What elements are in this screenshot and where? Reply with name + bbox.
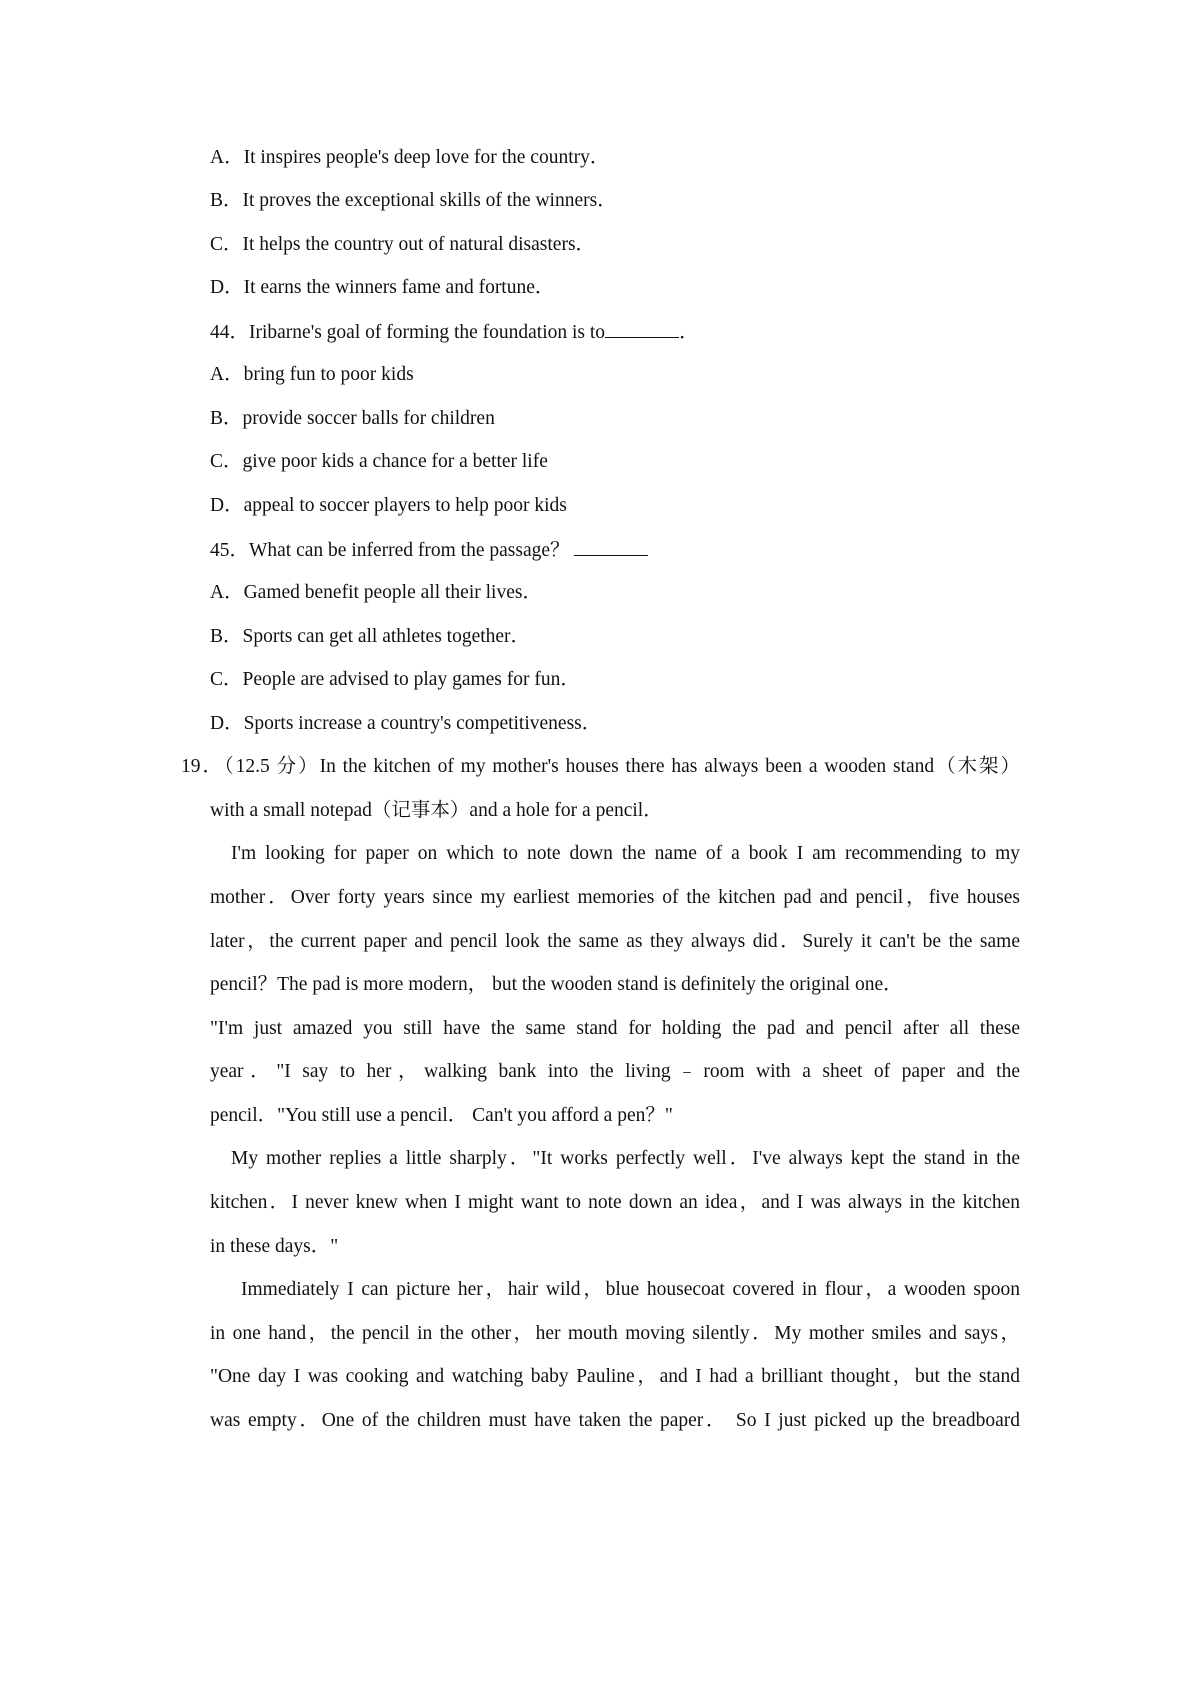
answer-blank — [574, 537, 648, 556]
q44-option-b: B．provide soccer balls for children — [210, 408, 495, 429]
q19-passage-line: was empty．One of the children must have taken the paper． So I just picked up the breadboard — [210, 1410, 1020, 1431]
answer-blank — [605, 319, 679, 338]
q19-heading-line: 19．（12.5 分）In the kitchen of my mother's houses there has always been a wooden stand（木架） — [181, 756, 1020, 777]
q43-option-c: C．It helps the country out of natural disasters． — [210, 234, 596, 255]
q19-passage-line: My mother replies a little sharply．"It works perfectly well．I've always kept the stand in the — [231, 1148, 1020, 1169]
q19-passage-line: "I'm just amazed you still have the same stand for holding the pad and pencil after all these — [210, 1018, 1020, 1039]
q45-stem: 45．What can be inferred from the passage？ — [210, 540, 570, 561]
q19-passage-line: year．"I say to her，walking bank into the living﹣room with a sheet of paper and the — [210, 1061, 1020, 1082]
q19-passage-line: in these days．" — [210, 1236, 339, 1257]
q44-option-a: A．bring fun to poor kids — [210, 364, 414, 385]
q19-passage-line: kitchen．I never knew when I might want to note down an idea，and I was always in the kitchen — [210, 1192, 1020, 1213]
q19-passage-line: I'm looking for paper on which to note down the name of a book I am recommending to my — [231, 843, 1020, 864]
q45-question — [210, 537, 648, 564]
q19-passage-line: Immediately I can picture her，hair wild，blue housecoat covered in flour，a wooden spoon — [241, 1279, 1020, 1300]
q45-option-d: D．Sports increase a country's competitiveness． — [210, 713, 602, 734]
q19-passage-line: later，the current paper and pencil look the same as they always did．Surely it can't be the same — [210, 931, 1020, 952]
q19-passage-line: pencil．"You still use a pencil． Can't you afford a pen？" — [210, 1105, 673, 1126]
q43-option-a: A．It inspires people's deep love for the country． — [210, 147, 610, 168]
q45-option-a: A．Gamed benefit people all their lives． — [210, 582, 542, 603]
q43-option-d: D．It earns the winners fame and fortune． — [210, 277, 555, 298]
q44-tail: ． — [679, 322, 699, 343]
q45-option-c: C．People are advised to play games for fun． — [210, 669, 580, 690]
q19-passage-line: "One day I was cooking and watching baby Pauline，and I had a brilliant thought，but the stand — [210, 1366, 1020, 1387]
q44-stem: 44．Iribarne's goal of forming the foundation is to — [210, 322, 606, 343]
q44-question — [210, 319, 699, 346]
q19-passage-line: mother．Over forty years since my earliest memories of the kitchen pad and pencil，five houses — [210, 887, 1020, 908]
q43-option-b: B．It proves the exceptional skills of the winners． — [210, 190, 617, 211]
q44-option-c: C．give poor kids a chance for a better life — [210, 451, 548, 472]
q45-option-b: B．Sports can get all athletes together． — [210, 626, 531, 647]
q19-passage-line: pencil？The pad is more modern， but the wooden stand is definitely the original one． — [210, 974, 903, 995]
q19-passage-line: in one hand，the pencil in the other，her mouth moving silently．My mother smiles and says， — [210, 1323, 1020, 1344]
q19-passage-line: with a small notepad（记事本）and a hole for a pencil． — [210, 800, 663, 821]
q44-option-d: D．appeal to soccer players to help poor kids — [210, 495, 567, 516]
